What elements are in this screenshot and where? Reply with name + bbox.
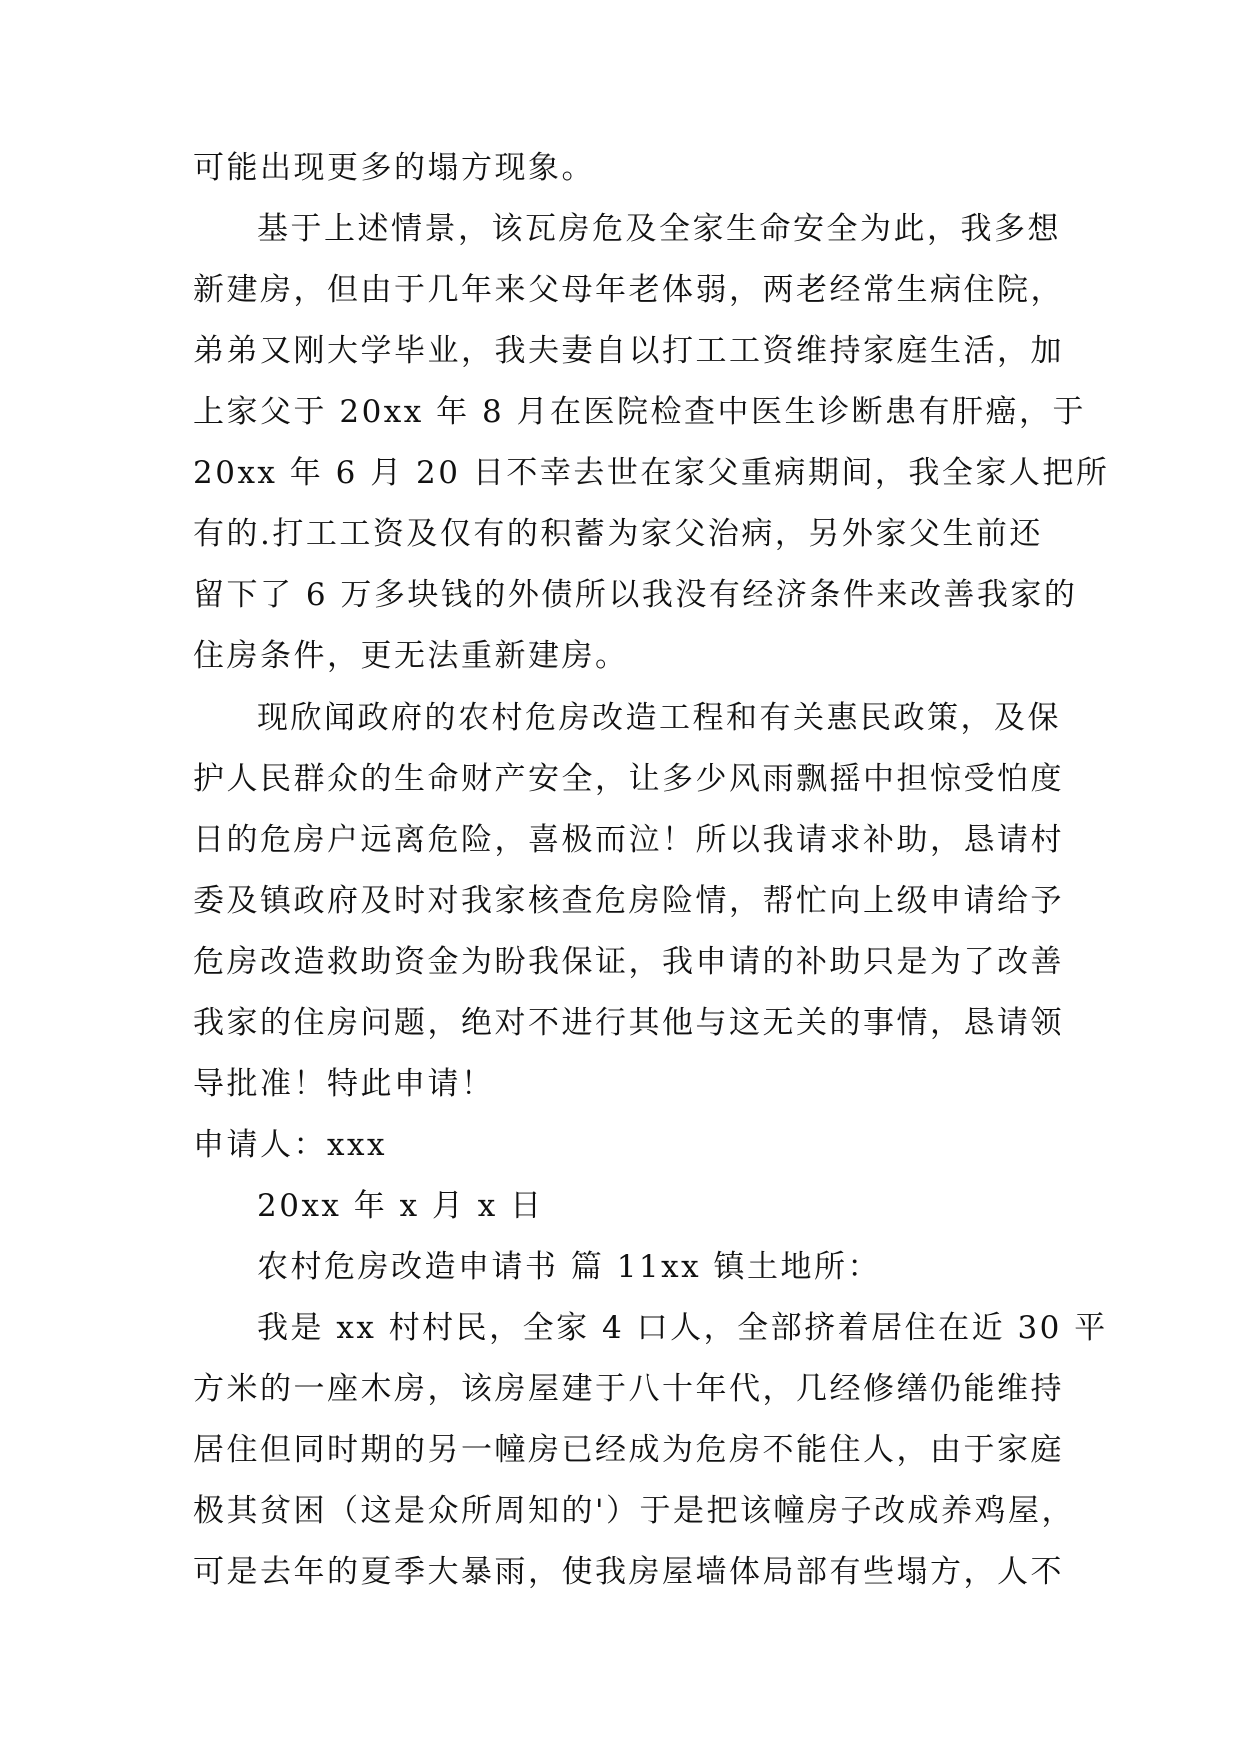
text-line: 居住但同时期的另一幢房已经成为危房不能住人，由于家庭 — [193, 1432, 1064, 1468]
paragraph-request — [193, 688, 1078, 1115]
paragraph-new-application — [193, 1298, 1108, 1603]
text-line: 20xx 年 6 月 20 日不幸去世在家父重病期间，我全家人把所 — [193, 455, 1110, 491]
paragraph-continuation — [193, 138, 1078, 199]
text-line: 委及镇政府及时对我家核查危房险情，帮忙向上级申请给予 — [193, 883, 1064, 919]
text-line: 我家的住房问题，绝对不进行其他与这无关的事情，恳请领 — [193, 1005, 1064, 1041]
text-line: 危房改造救助资金为盼我保证，我申请的补助只是为了改善 — [193, 944, 1064, 980]
text-line: 弟弟又刚大学毕业，我夫妻自以打工工资维持家庭生活，加 — [193, 333, 1064, 369]
text-line: 新建房，但由于几年来父母年老体弱，两老经常生病住院， — [193, 272, 1064, 308]
text-line: 导批准！特此申请！ — [193, 1066, 495, 1102]
applicant-line: 申请人：xxx — [193, 1127, 387, 1163]
text-line: 可能出现更多的塌方现象。 — [193, 150, 595, 186]
text-line: 现欣闻政府的农村危房改造工程和有关惠民政策，及保 — [257, 700, 1061, 736]
section-heading: 农村危房改造申请书 篇 11xx 镇土地所： — [257, 1249, 881, 1285]
text-line: 上家父于 20xx 年 8 月在医院检查中医生诊断患有肝癌，于 — [193, 394, 1087, 430]
text-line: 留下了 6 万多块钱的外债所以我没有经济条件来改善我家的 — [193, 577, 1078, 613]
text-line: 有的.打工工资及仅有的积蓄为家父治病，另外家父生前还 — [193, 516, 1043, 552]
text-line: 我是 xx 村村民，全家 4 口人，全部挤着居住在近 30 平 — [257, 1310, 1108, 1346]
text-line: 方米的一座木房，该房屋建于八十年代，几经修缮仍能维持 — [193, 1371, 1064, 1407]
text-line: 基于上述情景，该瓦房危及全家生命安全为此，我多想 — [257, 211, 1061, 247]
date-line: 20xx 年 x 月 x 日 — [257, 1188, 544, 1224]
text-line: 可是去年的夏季大暴雨，使我房屋墙体局部有些塌方，人不 — [193, 1554, 1064, 1590]
text-line: 住房条件，更无法重新建房。 — [193, 638, 629, 674]
paragraph-housing-danger — [193, 199, 1110, 687]
text-line: 日的危房户远离危险，喜极而泣！所以我请求补助，恳请村 — [193, 822, 1064, 858]
text-line: 护人民群众的生命财产安全，让多少风雨飘摇中担惊受怕度 — [193, 761, 1064, 797]
text-line: 极其贫困（这是众所周知的'）于是把该幢房子改成养鸡屋， — [193, 1493, 1076, 1529]
